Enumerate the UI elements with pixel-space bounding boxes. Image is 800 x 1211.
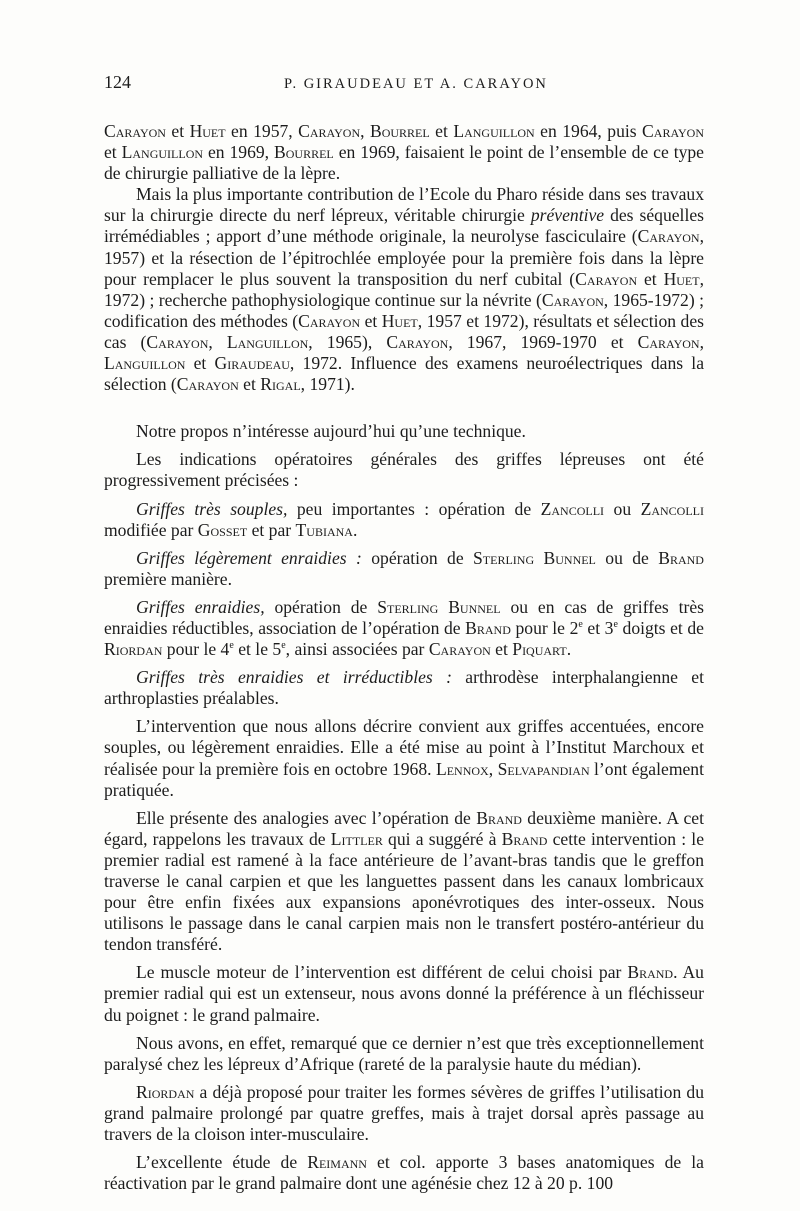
author-name: Languillon (121, 142, 204, 163)
running-head: P. GIRAUDEAU ET A. CARAYON (284, 76, 548, 92)
author-name: Brand (476, 807, 522, 828)
author-name: Piquart (512, 639, 567, 660)
text-run: et par (247, 519, 296, 540)
author-name: Giraudeau (214, 353, 290, 374)
text-run: pour le 2 (510, 617, 579, 638)
text-run: modifiée par (104, 519, 198, 540)
text-run: L’excellente étude de (136, 1152, 308, 1173)
author-name: Carayon (637, 226, 700, 247)
paragraph-3 (104, 421, 704, 442)
text-run: , 1967, 1969-1970 et (448, 331, 638, 352)
author-name: Riordan (136, 1081, 195, 1102)
emphasis: Griffes très souples, (136, 498, 288, 519)
author-name: Carayon (642, 121, 705, 141)
author-name: Huet (663, 268, 700, 289)
author-name: Carayon (176, 374, 239, 395)
superscript: e (229, 640, 234, 652)
text-run: doigts et de (617, 617, 704, 638)
superscript: e (613, 618, 618, 630)
text-run: l’ont également pratiquée. (104, 758, 704, 800)
superscript: e (578, 618, 583, 630)
author-name: Riordan (104, 639, 163, 660)
page-number: 124 (104, 72, 131, 92)
text-run: et (429, 121, 454, 141)
author-name: Lennox (435, 758, 489, 779)
text-run: , (699, 331, 704, 352)
author-name: Sterling Bunnel (473, 547, 596, 568)
text-run: . Au premier radial qui est un extenseur, nous avons donné la préférence à un fléchisseur du poignet : le grand palmaire. (104, 962, 704, 1025)
paragraph-13 (104, 1082, 704, 1145)
text-run: opération de (361, 547, 474, 568)
text-run: , 1972. Influence des examens neuroélectriques dans la sélection ( (104, 353, 704, 395)
article-body (104, 121, 704, 1194)
author-name: Zancolli (540, 498, 605, 519)
emphasis: Griffes légèrement enraidies : (136, 547, 362, 568)
text-run: et (360, 310, 382, 331)
author-name: Sterling Bunnel (377, 596, 501, 617)
author-name: Carayon (541, 289, 604, 310)
text-run: pour le 4 (162, 639, 230, 660)
text-run: . (352, 519, 358, 540)
text-run: en 1964, puis (534, 121, 643, 141)
emphasis: Griffes enraidies, (136, 596, 265, 617)
author-name: Gosset (197, 519, 248, 540)
text-run: et col. apporte 3 bases anatomiques de la réactivation par le grand palmaire dont une agénésie chez 12 à 20 p. 100 (104, 1152, 704, 1194)
author-name: Zancolli (640, 498, 704, 519)
text-run: , 1972) ; recherche pathophysiologique continue sur la névrite ( (104, 268, 705, 310)
author-name: Bourrel (274, 142, 334, 163)
author-name: Carayon (575, 268, 638, 289)
superscript: e (281, 640, 286, 652)
author-name: Languillon (104, 353, 186, 374)
text-run: qui a suggéré à (382, 828, 502, 849)
author-name: Huet (189, 121, 226, 141)
paragraph-10 (104, 808, 704, 956)
paragraph-1 (104, 121, 704, 184)
text-run: , 1957) et la résection de l’épitrochlée employée pour la première fois dans la lèpre pour remplacer le plus souvent la transposition du nerf cubital ( (104, 226, 704, 289)
text-run: , 1965), (308, 331, 387, 352)
text-run: en 1969, (203, 142, 275, 163)
emphasis: Griffes très enraidies et irréductibles : (136, 667, 452, 688)
paragraph-4 (104, 449, 704, 491)
text-run: des séquelles irrémédiables ; apport d’une méthode originale, la neurolyse fasciculaire ( (104, 205, 704, 247)
text-run: et 3 (582, 617, 614, 638)
text-run: et (490, 639, 513, 660)
author-name: Rigal (260, 374, 301, 395)
text-run: et (165, 121, 190, 141)
author-name: Carayon (298, 310, 361, 331)
text-run: et (238, 374, 261, 395)
author-name: Carayon (104, 121, 166, 141)
paragraph-2 (104, 184, 704, 395)
author-name: Brand (627, 962, 674, 983)
emphasis: préventive (530, 205, 605, 226)
author-name: Reimann (307, 1152, 367, 1173)
text-run: première manière. (104, 568, 232, 589)
text-run: arthrodèse interphalangienne et arthroplasties préalables. (104, 667, 704, 709)
paragraph-9 (104, 716, 704, 800)
author-name: Huet (381, 310, 418, 331)
text-run: et le 5 (233, 639, 282, 660)
text-run: ou en cas de griffes très enraidies réductibles, association de l’opération de (104, 596, 704, 638)
author-name: Littler (330, 828, 383, 849)
paragraph-8 (104, 667, 704, 709)
text-run: et (104, 142, 122, 163)
paragraph-12 (104, 1033, 704, 1075)
author-name: Selvapandian (497, 758, 590, 779)
author-name: Carayon (146, 331, 209, 352)
text-run: Le muscle moteur de l’intervention est différent de celui choisi par (136, 962, 628, 983)
text-run: cette intervention : le premier radial est ramené à la face antérieure de l’avant-bras tandis que le greffon traverse le canal carpien et que les languettes passent dans les canaux lombricaux pour être enfin fixées aux expansions aponévrotiques des inter-osseux. Nous utilisons le passage dans le canal carpien mais non le transfert postéro-antérieur du tendon transféré. (104, 828, 704, 955)
text-run: Nous avons, en effet, remarqué que ce dernier n’est que très exceptionnellement paralysé chez les lépreux d’Afrique (rareté de la paralysie haute du médian). (104, 1032, 704, 1074)
author-name: Brand (501, 828, 548, 849)
paragraph-14 (104, 1152, 704, 1194)
text-run: , 1957 et 1972), résultats et sélection des cas ( (104, 310, 704, 352)
text-run: , (360, 121, 370, 141)
paragraph-5 (104, 499, 704, 541)
author-name: Carayon (637, 331, 700, 352)
text-run: ou (604, 498, 641, 519)
text-run: deuxième manière. A cet égard, rappelons les travaux de (104, 807, 704, 849)
author-name: Languillon (453, 121, 535, 141)
paragraph-6 (104, 548, 704, 590)
text-run: , (488, 758, 498, 779)
text-run: Les indications opératoires générales des griffes lépreuses ont été progressivement précisées : (104, 449, 704, 491)
author-name: Carayon (386, 331, 449, 352)
author-name: Tubiana (295, 519, 353, 540)
text-run: opération de (264, 596, 378, 617)
text-run: L’intervention que nous allons décrire convient aux griffes accentuées, encore souples, ou légèrement enraidies. Elle a été mise au point à l’Institut Marchoux et réalisée pour la première fois en octobre 1968. (104, 716, 704, 779)
text-run: peu importantes : opération de (287, 498, 541, 519)
text-run: ou de (595, 547, 659, 568)
text-run: et (637, 268, 664, 289)
page-header (104, 72, 704, 93)
author-name: Carayon (428, 639, 491, 660)
paragraph-7 (104, 597, 704, 660)
text-run: Notre propos n’intéresse aujourd’hui qu’une technique. (136, 421, 526, 442)
author-name: Brand (465, 617, 511, 638)
author-name: Carayon (298, 121, 361, 141)
text-run: a déjà proposé pour traiter les formes sévères de griffes l’utilisation du grand palmaire prolongé par quatre greffes, mais à trajet dorsal après passage au travers de la cloison inter-musculaire. (104, 1081, 704, 1145)
text-run: et (185, 353, 215, 374)
text-run: , 1971). (300, 374, 355, 395)
text-run: en 1969, faisaient le point de l’ensemble de ce type de chirurgie palliative de la lèpre. (104, 142, 704, 184)
text-run: en 1957, (225, 121, 299, 141)
paragraph-11 (104, 962, 704, 1025)
text-run: , ainsi associées par (285, 639, 429, 660)
text-run: Elle présente des analogies avec l’opération de (136, 807, 477, 828)
text-run: , 1965-1972) ; codification des méthodes ( (104, 289, 704, 331)
author-name: Languillon (226, 331, 309, 352)
text-run: , (208, 331, 227, 352)
text-run: . (566, 639, 572, 660)
author-name: Brand (658, 547, 704, 568)
author-name: Bourrel (369, 121, 430, 141)
text-run: Mais la plus importante contribution de l’Ecole du Pharo réside dans ses travaux sur la chirurgie directe du nerf lépreux, véritable chirurgie (104, 184, 704, 226)
